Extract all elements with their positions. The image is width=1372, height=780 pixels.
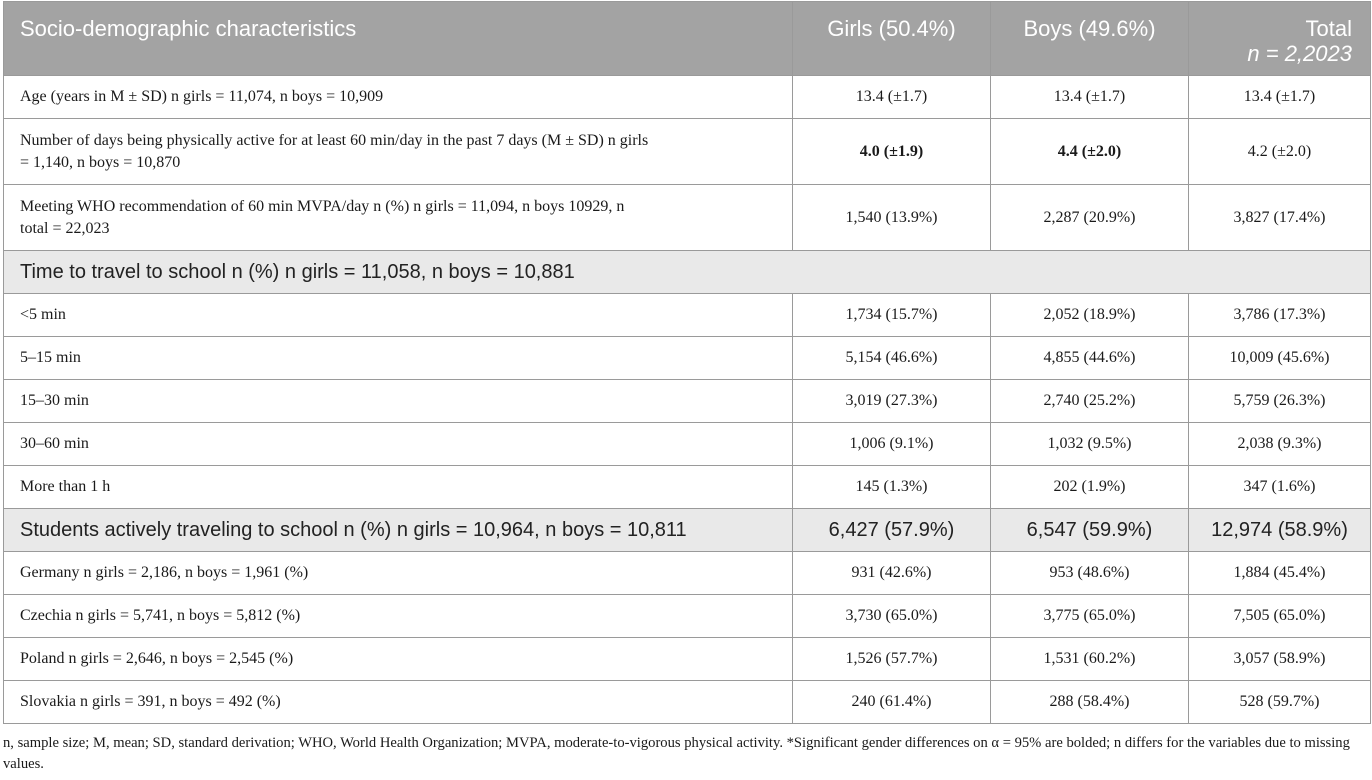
girls-cell: 1,006 (9.1%) (793, 423, 991, 466)
girls-cell: 3,730 (65.0%) (793, 595, 991, 638)
girls-cell: 1,526 (57.7%) (793, 638, 991, 681)
boys-cell: 288 (58.4%) (991, 681, 1189, 724)
boys-cell: 4,855 (44.6%) (991, 337, 1189, 380)
characteristics-table (3, 1, 1371, 724)
boys-cell: 3,775 (65.0%) (991, 595, 1189, 638)
row-label: 5–15 min (4, 337, 793, 380)
girls-cell: 6,427 (57.9%) (793, 509, 991, 552)
section-row (4, 251, 1371, 294)
row-label: More than 1 h (4, 466, 793, 509)
total-cell: 3,057 (58.9%) (1189, 638, 1371, 681)
boys-cell: 13.4 (±1.7) (991, 76, 1189, 119)
girls-cell: 13.4 (±1.7) (793, 76, 991, 119)
girls-cell: 4.0 (±1.9) (793, 119, 991, 185)
table-row (4, 380, 1371, 423)
girls-cell: 931 (42.6%) (793, 552, 991, 595)
row-label: Poland n girls = 2,646, n boys = 2,545 (%) (4, 638, 793, 681)
girls-cell: 1,734 (15.7%) (793, 294, 991, 337)
row-label: Germany n girls = 2,186, n boys = 1,961 (%) (4, 552, 793, 595)
header-total (1189, 2, 1371, 76)
header-characteristics: Socio-demographic characteristics (4, 2, 793, 76)
row-label: 30–60 min (4, 423, 793, 466)
row-label: Number of days being physically active for at least 60 min/day in the past 7 days (M ± SD) n girls = 1,140, n boys = 10,870 (4, 119, 793, 185)
boys-cell: 1,032 (9.5%) (991, 423, 1189, 466)
header-boys: Boys (49.6%) (991, 2, 1189, 76)
girls-cell: 1,540 (13.9%) (793, 185, 991, 251)
boys-cell: 953 (48.6%) (991, 552, 1189, 595)
table-row (4, 337, 1371, 380)
total-cell: 5,759 (26.3%) (1189, 380, 1371, 423)
total-cell: 7,505 (65.0%) (1189, 595, 1371, 638)
table-header-row (4, 2, 1371, 76)
table-row (4, 294, 1371, 337)
total-cell: 2,038 (9.3%) (1189, 423, 1371, 466)
table-footnote: n, sample size; M, mean; SD, standard derivation; WHO, World Health Organization; MVPA, moderate-to-vigorous physical activity. *Significant gender differences on α = 95% are bolded; n differs for the variables due to missing values. (3, 735, 1350, 772)
table-row (4, 466, 1371, 509)
girls-cell: 3,019 (27.3%) (793, 380, 991, 423)
total-cell: 10,009 (45.6%) (1189, 337, 1371, 380)
table-row (4, 595, 1371, 638)
row-label: Czechia n girls = 5,741, n boys = 5,812 (%) (4, 595, 793, 638)
row-label: Meeting WHO recommendation of 60 min MVPA/day n (%) n girls = 11,094, n boys 10929, n total = 22,023 (4, 185, 793, 251)
table-row (4, 119, 1371, 185)
boys-cell: 2,052 (18.9%) (991, 294, 1189, 337)
header-total-n: n = 2,2023 (1247, 41, 1352, 66)
boys-cell: 4.4 (±2.0) (991, 119, 1189, 185)
total-cell: 4.2 (±2.0) (1189, 119, 1371, 185)
boys-cell: 1,531 (60.2%) (991, 638, 1189, 681)
section-row (4, 509, 1371, 552)
girls-cell: 5,154 (46.6%) (793, 337, 991, 380)
table-row (4, 185, 1371, 251)
table-row (4, 76, 1371, 119)
row-label: Age (years in M ± SD) n girls = 11,074, n boys = 10,909 (4, 76, 793, 119)
boys-cell: 2,740 (25.2%) (991, 380, 1189, 423)
total-cell: 13.4 (±1.7) (1189, 76, 1371, 119)
table-row (4, 681, 1371, 724)
total-cell: 3,786 (17.3%) (1189, 294, 1371, 337)
boys-cell: 2,287 (20.9%) (991, 185, 1189, 251)
total-cell: 3,827 (17.4%) (1189, 185, 1371, 251)
header-girls: Girls (50.4%) (793, 2, 991, 76)
header-total-label: Total (1305, 16, 1352, 41)
girls-cell: 145 (1.3%) (793, 466, 991, 509)
boys-cell: 202 (1.9%) (991, 466, 1189, 509)
row-label: Slovakia n girls = 391, n boys = 492 (%) (4, 681, 793, 724)
boys-cell: 6,547 (59.9%) (991, 509, 1189, 552)
table-row (4, 638, 1371, 681)
table-row (4, 423, 1371, 466)
girls-cell: 240 (61.4%) (793, 681, 991, 724)
table-row (4, 552, 1371, 595)
section-label: Time to travel to school n (%) n girls = 11,058, n boys = 10,881 (4, 251, 1371, 294)
section-label: Students actively traveling to school n (%) n girls = 10,964, n boys = 10,811 (4, 509, 793, 552)
total-cell: 12,974 (58.9%) (1189, 509, 1371, 552)
row-label: <5 min (4, 294, 793, 337)
total-cell: 347 (1.6%) (1189, 466, 1371, 509)
total-cell: 528 (59.7%) (1189, 681, 1371, 724)
total-cell: 1,884 (45.4%) (1189, 552, 1371, 595)
row-label: 15–30 min (4, 380, 793, 423)
